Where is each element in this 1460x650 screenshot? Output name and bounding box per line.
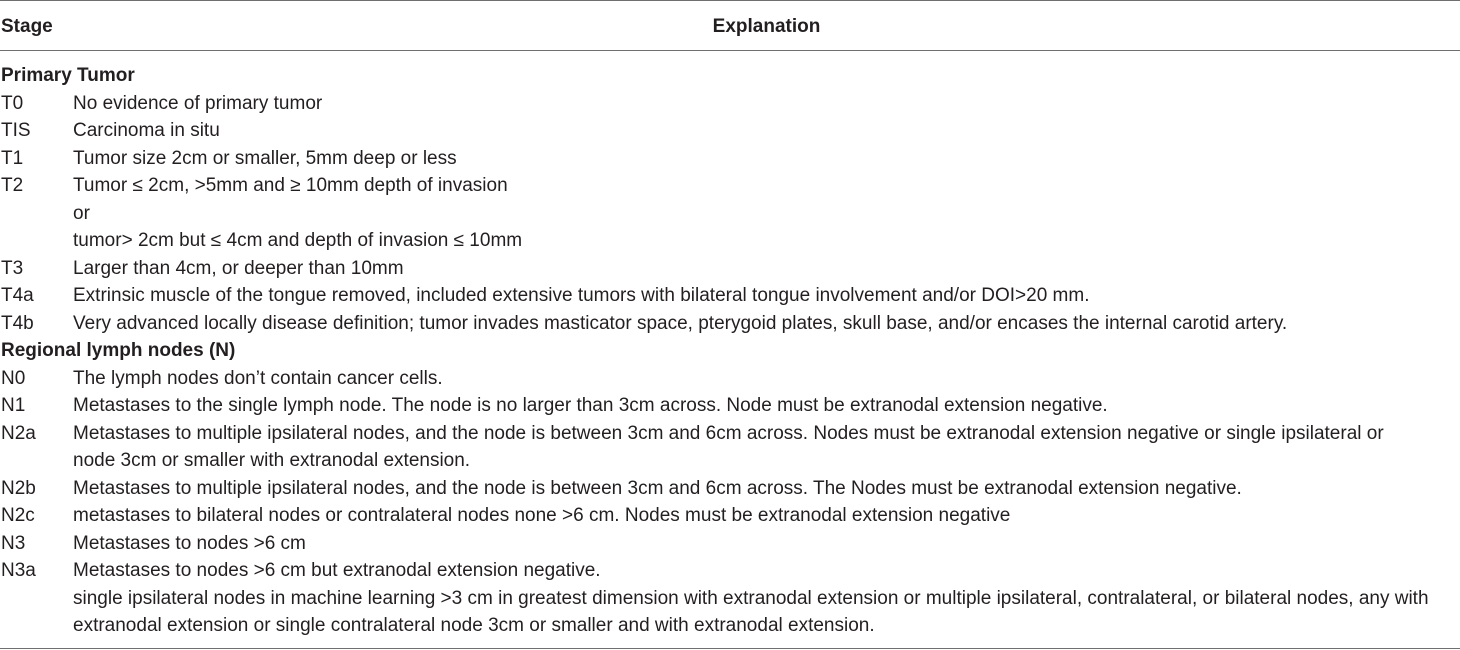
- table-body: [0, 62, 1460, 640]
- stage-cell: T4b: [1, 312, 34, 334]
- stage-cell: TIS: [1, 120, 31, 141]
- explanation-cell: [73, 145, 1460, 173]
- table-row: [0, 90, 1460, 118]
- explanation-line: Metastases to multiple ipsilateral nodes, and the node is between 3cm and 6cm across. The Nodes must be extranodal extension negative.: [73, 477, 1242, 499]
- bottom-rule: [0, 648, 1460, 649]
- explanation-line: Carcinoma in situ: [73, 120, 220, 141]
- explanation-line: metastases to bilateral nodes or contralateral nodes none >6 cm. Nodes must be extranodal extension negative: [73, 505, 1011, 526]
- stage-cell: N3: [1, 532, 26, 554]
- explanation-line: The lymph nodes don’t contain cancer cells.: [73, 367, 443, 389]
- explanation-line: Metastases to the single lymph node. The node is no larger than 3cm across. Node must be extranodal extension negative.: [73, 395, 1108, 416]
- explanation-cell: [73, 420, 1460, 475]
- explanation-line: or: [73, 202, 90, 224]
- table-row: [0, 282, 1460, 310]
- header-explanation: Explanation: [712, 16, 821, 37]
- section-title: Regional lymph nodes (N): [1, 340, 236, 361]
- table-row: [0, 145, 1460, 173]
- explanation-line: node 3cm or smaller with extranodal extension.: [73, 450, 471, 471]
- table-row: [0, 502, 1460, 530]
- explanation-line: Metastases to nodes >6 cm but extranodal extension negative.: [73, 560, 601, 581]
- stage-cell: T3: [1, 257, 24, 279]
- explanation-line: No evidence of primary tumor: [73, 92, 323, 114]
- table-row: [0, 117, 1460, 145]
- header-rule: [0, 50, 1460, 51]
- table-row: [0, 310, 1460, 338]
- table-row: [0, 475, 1460, 503]
- explanation-cell: [73, 255, 1460, 283]
- explanation-cell: [73, 557, 1460, 640]
- explanation-line: Very advanced locally disease definition; tumor invades masticator space, pterygoid plates, skull base, and/or encases the internal carotid artery.: [73, 312, 1288, 334]
- explanation-line: tumor> 2cm but ≤ 4cm and depth of invasion ≤ 10mm: [73, 230, 523, 251]
- explanation-line: Larger than 4cm, or deeper than 10mm: [73, 257, 404, 279]
- explanation-cell: [73, 117, 1460, 145]
- stage-cell: T2: [1, 175, 24, 196]
- section-title: Primary Tumor: [1, 65, 135, 86]
- explanation-cell: [73, 502, 1460, 530]
- stage-cell: N2a: [1, 422, 36, 444]
- explanation-line: Extrinsic muscle of the tongue removed, included extensive tumors with bilateral tongue involvement and/or DOI>20 mm.: [73, 285, 1090, 306]
- explanation-cell: [73, 172, 1460, 255]
- explanation-cell: [73, 90, 1460, 118]
- stage-cell: N2b: [1, 477, 36, 499]
- explanation-line: Metastases to multiple ipsilateral nodes, and the node is between 3cm and 6cm across. Nodes must be extranodal extension negative or single ipsilateral or: [73, 422, 1384, 444]
- top-rule: [0, 0, 1460, 1]
- explanation-cell: [73, 392, 1460, 420]
- stage-cell: T1: [1, 147, 24, 169]
- explanation-line: Tumor size 2cm or smaller, 5mm deep or less: [73, 147, 457, 169]
- explanation-cell: [73, 475, 1460, 503]
- table-row: [0, 365, 1460, 393]
- stage-cell: N2c: [1, 505, 35, 526]
- explanation-line: single ipsilateral nodes in machine learning >3 cm in greatest dimension with extranodal extension or multiple ipsilateral, contralateral, or bilateral nodes, any with: [73, 587, 1429, 609]
- stage-cell: N3a: [1, 560, 36, 581]
- table-row: [0, 172, 1460, 255]
- table-row: [0, 420, 1460, 475]
- stage-cell: T0: [1, 92, 24, 114]
- header-stage: Stage: [1, 16, 53, 37]
- table-row: [0, 392, 1460, 420]
- explanation-line: extranodal extension or single contralateral node 3cm or smaller and with extranodal extension.: [73, 615, 875, 636]
- explanation-cell: [73, 282, 1460, 310]
- explanation-line: Tumor ≤ 2cm, >5mm and ≥ 10mm depth of invasion: [73, 175, 508, 196]
- table-row: [0, 530, 1460, 558]
- stage-cell: N0: [1, 367, 26, 389]
- explanation-cell: [73, 365, 1460, 393]
- stage-cell: N1: [1, 395, 26, 416]
- table-row: [0, 255, 1460, 283]
- explanation-line: Metastases to nodes >6 cm: [73, 532, 306, 554]
- table-row: [0, 557, 1460, 640]
- explanation-cell: [73, 310, 1460, 338]
- explanation-cell: [73, 530, 1460, 558]
- stage-cell: T4a: [1, 285, 34, 306]
